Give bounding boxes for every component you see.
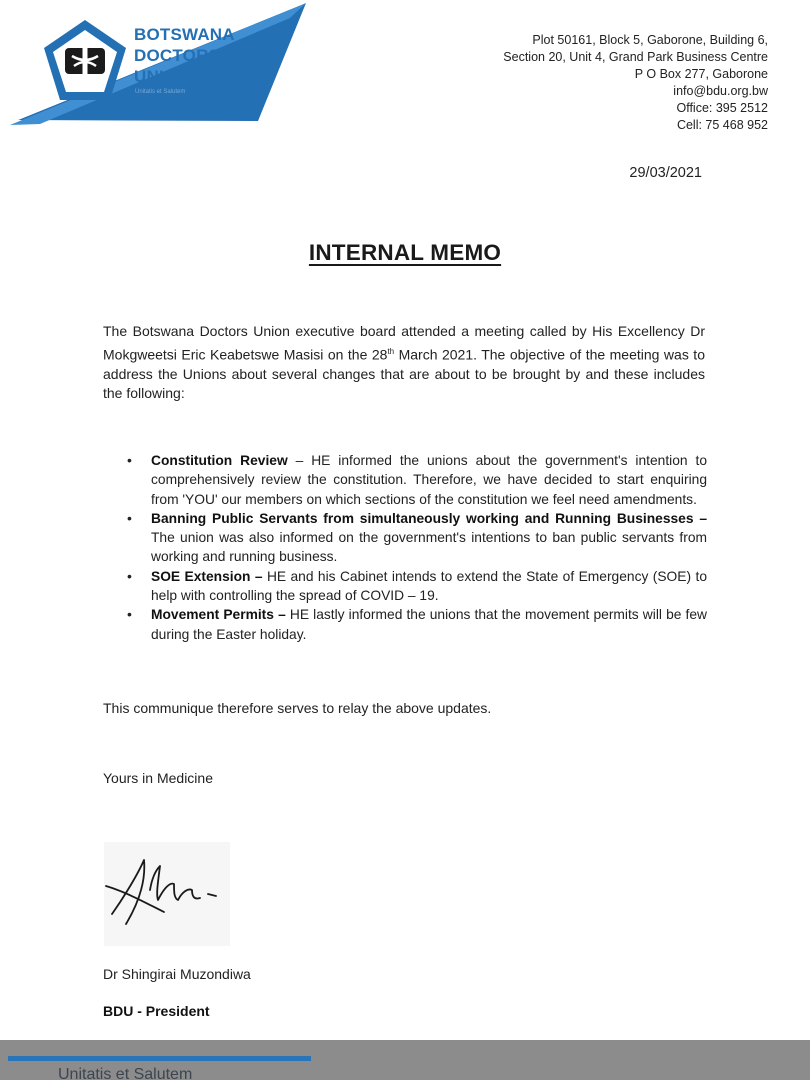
address-line: P O Box 277, Gaborone (634, 67, 768, 81)
list-item (125, 509, 707, 567)
list-item-heading: Movement Permits – (151, 607, 286, 623)
signer-name: Dr Shingirai Muzondiwa (103, 966, 251, 982)
list-item (125, 567, 707, 606)
email-address: info@bdu.org.bw (673, 84, 768, 98)
cell-phone: Cell: 75 468 952 (676, 118, 768, 132)
org-tagline: Unitatis et Salutem (135, 89, 186, 95)
bullet-icon: • (127, 606, 132, 623)
bullet-icon: • (127, 567, 132, 584)
org-name-line: BOTSWANA (134, 25, 235, 44)
footer-accent-line (8, 1056, 311, 1061)
memo-title-text: INTERNAL MEMO (308, 240, 502, 265)
signature-area (104, 842, 230, 946)
footer-tagline-partial: Unitatis et Salutem (58, 1066, 193, 1080)
list-item-text: HE lastly informed the unions that the movement permits will be few during the Easter holiday. (151, 607, 708, 642)
list-item (125, 451, 707, 509)
intro-text-part2: March 2021. The objective of the meeting was to address the Unions about several changes that are about to be brought by and these includes the following: (103, 346, 705, 402)
list-item (125, 605, 707, 644)
bullet-icon: • (127, 452, 132, 468)
memo-title (0, 240, 810, 266)
org-name (134, 24, 235, 87)
intro-text-part1: The Botswana Doctors Union executive board attended a meeting called by His Excellency Dr Mokgweetsi Eric Keabetswe Masisi on the 28 (103, 323, 705, 363)
address-line: Section 20, Unit 4, Grand Park Business Centre (503, 50, 768, 64)
org-name-line: DOCTORS (134, 46, 221, 65)
list-item-text: – HE informed the unions about the government's intention to comprehensively review the constitution. Therefore, we have decided to start enquiring from 'YOU' our members on which sections of the constitution we feel need amendments. (151, 453, 708, 507)
bullet-icon: • (127, 509, 132, 526)
relay-statement: This communique therefore serves to relay the above updates. (103, 700, 492, 716)
ordinal-suffix: th (387, 346, 395, 356)
org-address-block (503, 32, 768, 134)
updates-list (125, 451, 707, 644)
memo-date: 29/03/2021 (629, 165, 702, 181)
address-line: Plot 50161, Block 5, Gaborone, Building 6, (532, 33, 768, 47)
list-item-heading: SOE Extension – (151, 568, 263, 584)
list-item-heading: Banning Public Servants from simultaneously working and Running Businesses – (151, 510, 707, 526)
handwritten-signature (104, 842, 230, 946)
closing-salutation: Yours in Medicine (103, 770, 213, 786)
list-item-heading: Constitution Review (151, 453, 288, 468)
signer-role: BDU - President (103, 1003, 210, 1019)
org-name-line: UNION (134, 67, 190, 86)
office-phone: Office: 395 2512 (676, 101, 768, 115)
list-item-text: The union was also informed on the government's intentions to ban public servants from working and running business. (151, 530, 707, 565)
intro-paragraph (103, 322, 705, 404)
list-item-text: HE and his Cabinet intends to extend the State of Emergency (SOE) to help with controlling the spread of COVID – 19. (151, 568, 707, 604)
